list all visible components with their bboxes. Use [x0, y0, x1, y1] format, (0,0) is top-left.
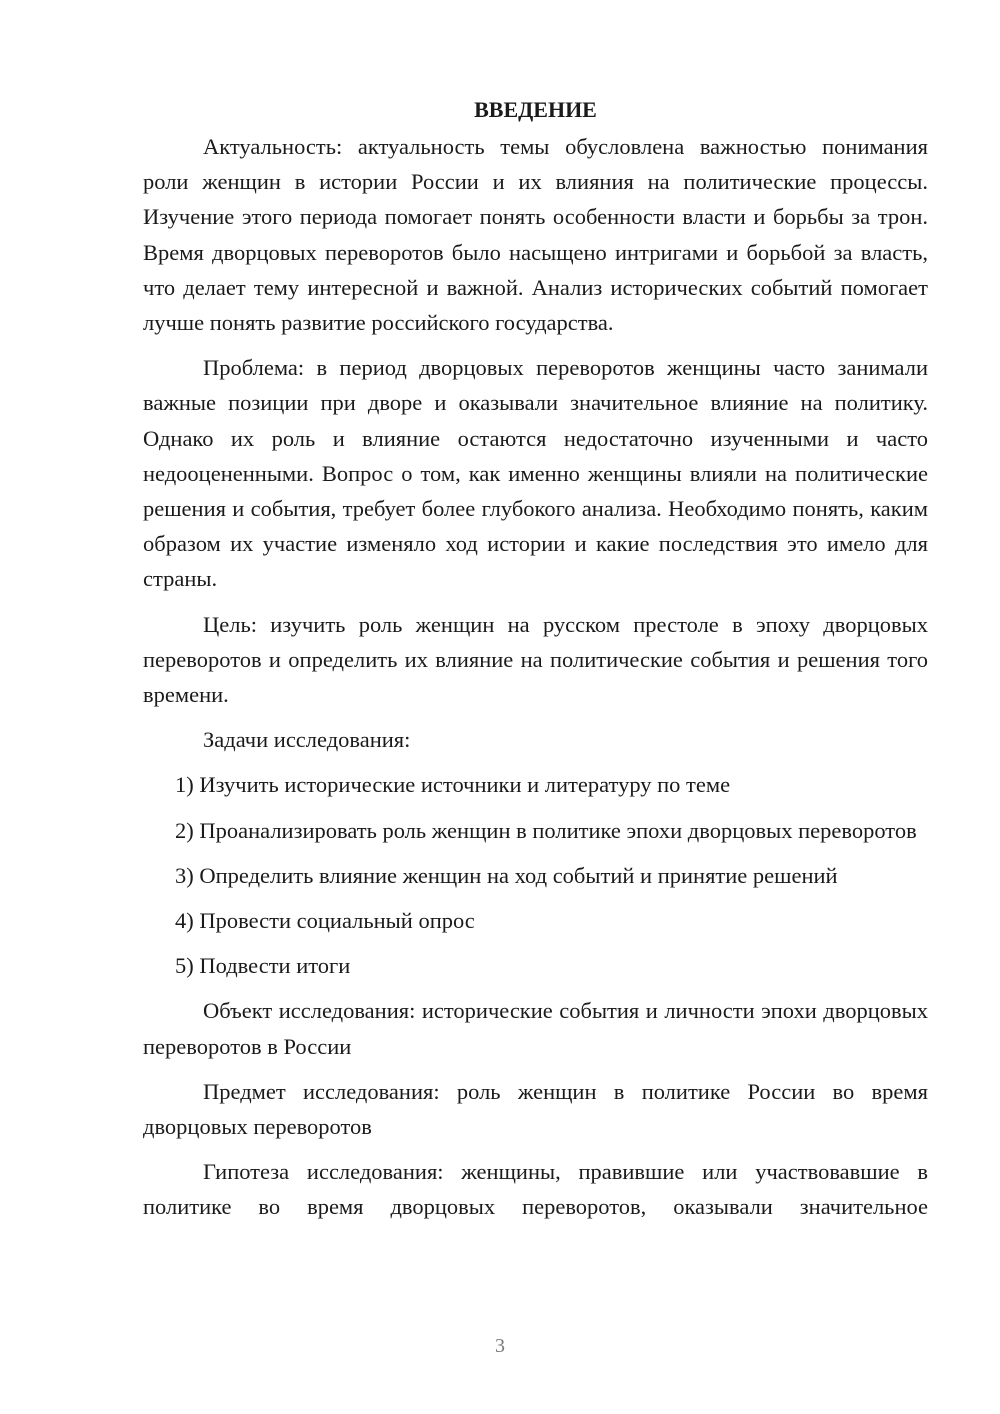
tasks-heading: Задачи исследования:	[203, 727, 411, 753]
paragraph-goal: Цель: изучить роль женщин на русском престоле в эпоху дворцовых переворотов и определить их влияние на политические события и решения того времени.	[143, 611, 928, 708]
paragraph-hypothesis: Гипотеза исследования: женщины, правившие или участвовавшие в политике во время дворцовых переворотов, оказывали значительное	[143, 1159, 928, 1220]
task-item-4: 4) Провести социальный опрос	[175, 908, 475, 934]
page-content	[143, 92, 928, 1225]
paragraph-problem: Проблема: в период дворцовых переворотов женщины часто занимали важные позиции при дворе и оказывали значительное влияние на политику. Однако их роль и влияние остаются недостаточно изученными и часто недооцененными. Вопрос о том, как именно женщины влияли на политические решения и события, требует более глубокого анализа. Необходимо понять, каким образом их участие изменяло ход истории и какие последствия это имело для страны.	[143, 355, 928, 592]
task-item-2: 2) Проанализировать роль женщин в политике эпохи дворцовых переворотов	[175, 817, 917, 843]
paragraph-object: Объект исследования: исторические события и личности эпохи дворцовых переворотов в России	[143, 998, 928, 1059]
task-item-1: 1) Изучить исторические источники и литературу по теме	[175, 772, 731, 798]
paragraph-subject: Предмет исследования: роль женщин в политике России во время дворцовых переворотов	[143, 1078, 928, 1140]
page-title: ВВЕДЕНИЕ	[474, 97, 597, 122]
page-number: 3	[495, 1335, 505, 1357]
task-item-5: 5) Подвести итоги	[175, 953, 351, 979]
task-item-3: 3) Определить влияние женщин на ход событий и принятие решений	[175, 862, 838, 888]
paragraph-relevance: Актуальность: актуальность темы обусловлена важностью понимания роли женщин в истории России и их влияния на политические процессы. Изучение этого периода помогает понять особенности власти и борьбы за трон. Время дворцовых переворотов было насыщено интригами и борьбой за власть, что делает тему интересной и важной. Анализ исторических событий помогает лучше понять развитие российского государства.	[143, 134, 928, 336]
